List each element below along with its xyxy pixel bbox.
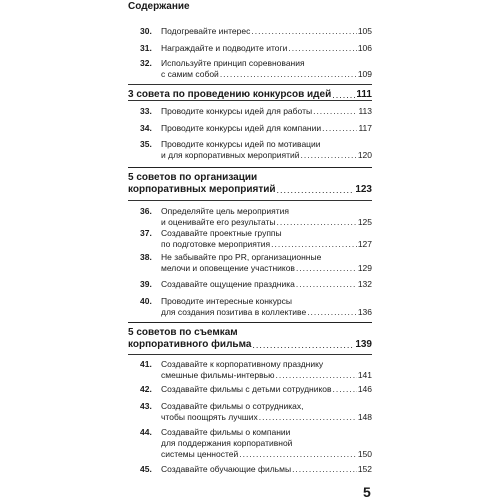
toc-entry-number: 32.: [140, 58, 152, 68]
toc-page-number: 146: [357, 384, 372, 394]
toc-entry-title-line: Создавайте фильмы с детьми сотрудников: [161, 384, 332, 394]
toc-entry-number: 45.: [140, 464, 152, 474]
toc-entry-number: 44.: [140, 427, 152, 437]
dot-leader: [322, 123, 357, 134]
divider: [128, 167, 372, 168]
dot-leader: [251, 26, 356, 37]
toc-entry-title-line: 3 совета по проведению конкурсов идей: [128, 89, 332, 100]
toc-entry-number: 31.: [140, 43, 152, 53]
toc-entry-title-line: корпоративных мероприятий: [128, 184, 276, 195]
toc-entry-title-line: Создавайте фильмы о компании: [161, 427, 291, 437]
toc-entry-title-line: системы ценностей: [161, 449, 239, 459]
toc-page-number: 150: [357, 449, 372, 459]
toc-entry-title-line: Создавайте к корпоративному празднику: [161, 359, 324, 369]
toc-entry-number: 30.: [140, 26, 152, 36]
divider: [128, 84, 372, 85]
page-header-title: Содержание: [128, 1, 190, 12]
dot-leader: [332, 89, 355, 101]
toc-page-number: 120: [357, 150, 372, 160]
dot-leader: [252, 339, 354, 351]
dot-leader: [275, 370, 356, 381]
divider: [128, 322, 372, 323]
toc-entry-number: 37.: [140, 228, 152, 238]
dot-leader: [296, 279, 357, 290]
toc-entry-title-line: 5 советов по съемкам: [128, 327, 238, 338]
toc-entry-title-line: Проводите интересные конкурсы: [161, 296, 292, 306]
dot-leader: [239, 449, 357, 460]
toc-entry-title-line: Создавайте обучающие фильмы: [161, 464, 292, 474]
toc-entry-title-line: Проводите конкурсы идей по мотивации: [161, 139, 321, 149]
toc-page-number: 139: [355, 339, 372, 350]
toc-page-number: 125: [357, 217, 372, 227]
toc-entry-title-line: Не забывайте про PR, организационные: [161, 252, 322, 262]
toc-page-number: 106: [357, 43, 372, 53]
toc-entry-title-line: Проводите конкурсы идей для компании: [161, 123, 322, 133]
toc-entry-number: 43.: [140, 401, 152, 411]
toc-entry-number: 41.: [140, 359, 152, 369]
dot-leader: [296, 263, 357, 274]
toc-entry-title-line: Создавайте ощущение праздника: [161, 279, 295, 289]
dot-leader: [220, 69, 357, 80]
dot-leader: [292, 464, 357, 475]
page-number: 5: [363, 484, 371, 500]
toc-entry-title-line: Используйте принцип соревнования: [161, 58, 305, 68]
toc-entry-title-line: смешные фильмы-интервью: [161, 370, 275, 380]
toc-entry-title-line: Проводите конкурсы идей для работы: [161, 106, 313, 116]
dot-leader: [301, 150, 357, 161]
toc-page-number: 132: [357, 279, 372, 289]
toc-entry-title-line: для поддержания корпоративной: [161, 438, 293, 448]
toc-entry[interactable]: [140, 279, 372, 290]
toc-entry-title-line: и для корпоративных мероприятий: [161, 150, 300, 160]
toc-entry-title-line: мелочи и оповещение участников: [161, 263, 295, 273]
toc-entry[interactable]: [140, 139, 372, 161]
toc-entry-number: 39.: [140, 279, 152, 289]
toc-entry[interactable]: [140, 464, 372, 475]
toc-entry-title-line: для создания позитива в коллективе: [161, 307, 307, 317]
toc-entry-number: 36.: [140, 206, 152, 216]
toc-entry-title-line: Создавайте проектные группы: [161, 228, 282, 238]
toc-entry-title-line: Награждайте и подводите итоги: [161, 43, 288, 53]
dot-leader: [259, 412, 357, 423]
toc-entry-number: 38.: [140, 252, 152, 262]
toc-page-number: 109: [357, 69, 372, 79]
toc-entry[interactable]: [140, 401, 372, 423]
dot-leader: [277, 217, 357, 228]
toc-entry[interactable]: [140, 296, 372, 318]
toc-entry-title-line: 5 советов по организации: [128, 172, 258, 183]
toc-entry[interactable]: [140, 26, 372, 37]
toc-page-number: 141: [357, 370, 372, 380]
toc-section[interactable]: [128, 327, 372, 351]
dot-leader: [271, 239, 357, 250]
toc-page-number: 113: [358, 106, 372, 116]
toc-entry-title-line: корпоративного фильма: [128, 339, 252, 350]
toc-entry-title-line: по подготовке мероприятия: [161, 239, 271, 249]
toc-entry[interactable]: [140, 359, 372, 381]
toc-entry-number: 40.: [140, 296, 152, 306]
toc-page-number: 105: [357, 26, 372, 36]
dot-leader: [307, 307, 357, 318]
toc-entry-number: 34.: [140, 123, 152, 133]
toc-entry-title-line: Подогревайте интерес: [161, 26, 251, 36]
toc-page-number: 111: [356, 89, 372, 100]
toc-entry[interactable]: [140, 427, 372, 460]
toc-section[interactable]: [128, 172, 372, 196]
toc-page-number: 148: [357, 412, 372, 422]
toc-entry[interactable]: [140, 123, 372, 134]
divider: [128, 354, 372, 355]
toc-entry[interactable]: [140, 58, 372, 80]
toc-entry[interactable]: [140, 106, 372, 117]
toc-entry-number: 42.: [140, 384, 152, 394]
toc-entry[interactable]: [140, 43, 372, 54]
toc-entry-title-line: Создавайте фильмы о сотрудниках,: [161, 401, 304, 411]
toc-page-number: 127: [357, 239, 372, 249]
toc-entry[interactable]: [140, 228, 372, 250]
toc-entry-title-line: с самим собой: [161, 69, 219, 79]
toc-entry[interactable]: [140, 384, 372, 395]
toc-section[interactable]: [128, 89, 372, 101]
toc-entry-number: 35.: [140, 139, 152, 149]
toc-page-number: 117: [358, 123, 372, 133]
toc-entry[interactable]: [140, 252, 372, 274]
toc-entry-title-line: чтобы поощрять лучших: [161, 412, 258, 422]
toc-page-number: 129: [357, 263, 372, 273]
dot-leader: [313, 106, 357, 117]
dot-leader: [277, 184, 355, 196]
toc-page-number: 152: [357, 464, 372, 474]
toc-page-number: 136: [357, 307, 372, 317]
dot-leader: [288, 43, 356, 54]
toc-entry[interactable]: [140, 206, 372, 228]
toc-entry-number: 33.: [140, 106, 152, 116]
dot-leader: [333, 384, 357, 395]
divider: [128, 200, 372, 201]
toc-entry-title-line: и оценивайте его результаты: [161, 217, 276, 227]
toc-page-number: 123: [355, 184, 372, 195]
toc-entry-title-line: Определяйте цель мероприятия: [161, 206, 290, 216]
